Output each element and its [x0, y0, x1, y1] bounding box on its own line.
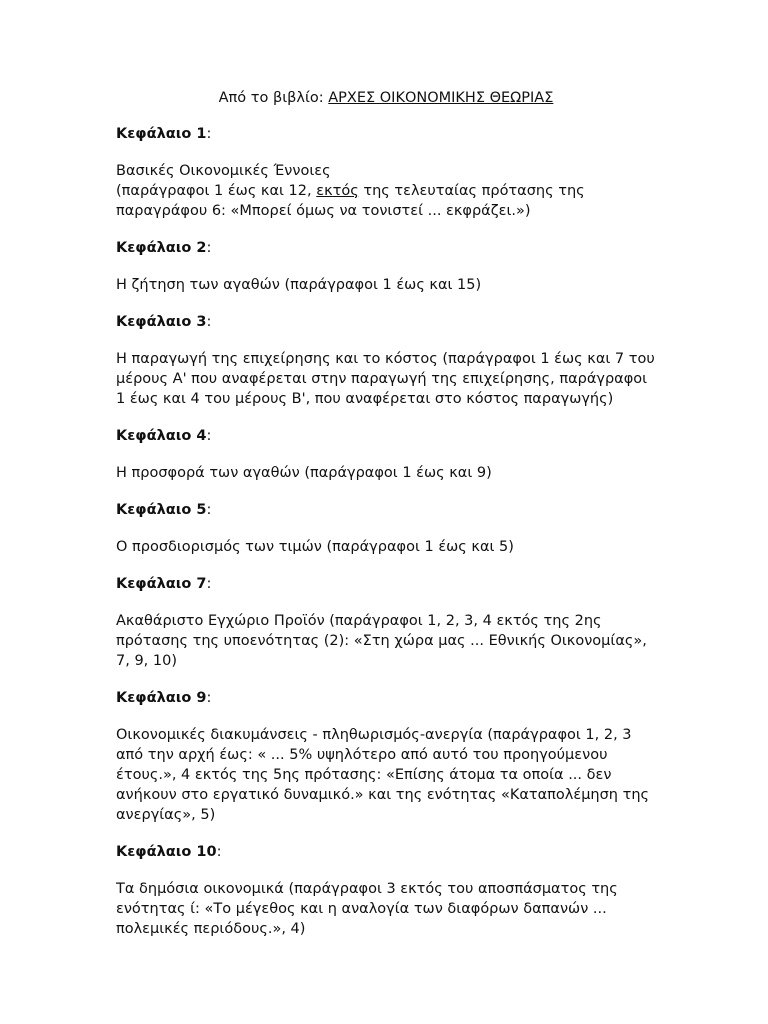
chapter-body: [116, 161, 656, 221]
chapter-heading: [116, 500, 656, 520]
chapter-label: Κεφάλαιο 2: [116, 240, 207, 256]
chapter-4: [116, 426, 656, 483]
chapter-3: [116, 312, 656, 409]
chapter-7: [116, 574, 656, 671]
chapter-body: Η προσφορά των αγαθών (παράγραφοι 1 έως και 9): [116, 465, 492, 481]
chapter-5: [116, 500, 656, 557]
title-book-name: ΑΡΧΕΣ ΟΙΚΟΝΟΜΙΚΗΣ ΘΕΩΡΙΑΣ: [328, 90, 554, 106]
chapter-body: Οικονομικές διακυμάνσεις - πληθωρισμός-ανεργία (παράγραφοι 1, 2, 3 από την αρχή έως: « ... 5% υψηλότερο από αυτό του προηγούμενου έτους.», 4 εκτός της 5ης πρότασης: «Επίσης άτομα τα οποία ... δεν ανήκουν στο εργατικό δυναμικό.» και της ενότητας «Καταπολέμηση της ανεργίας», 5): [116, 727, 650, 823]
chapter-label: Κεφάλαιο 5: [116, 502, 207, 518]
chapter-colon: :: [206, 576, 212, 592]
chapter-colon: :: [216, 844, 222, 860]
chapter-body: Η παραγωγή της επιχείρησης και το κόστος (παράγραφοι 1 έως και 7 του μέρους Α' που αναφέρεται στην παραγωγή της επιχείρησης, παράγραφοι 1 έως και 4 του μέρους Β', που αναφέρεται στο κόστος παραγωγής): [116, 351, 655, 407]
title-prefix: Από το βιβλίο:: [218, 90, 329, 106]
chapter-heading: [116, 238, 656, 258]
chapter-topic: Βασικές Οικονομικές Έννοιες: [116, 163, 331, 179]
chapter-10: [116, 842, 656, 939]
chapter-2: [116, 238, 656, 295]
document-title: [116, 88, 656, 108]
chapter-colon: :: [206, 502, 212, 518]
chapter-9: [116, 688, 656, 825]
chapter-label: Κεφάλαιο 9: [116, 690, 207, 706]
chapter-heading: [116, 426, 656, 446]
chapter-body: Τα δημόσια οικονομικά (παράγραφοι 3 εκτός του αποσπάσματος της ενότητας ί: «Το μέγεθος και η αναλογία των διαφόρων δαπανών ... πολεμικές περιόδους.», 4): [116, 881, 618, 937]
chapter-body: Ακαθάριστο Εγχώριο Προϊόν (παράγραφοι 1, 2, 3, 4 εκτός της 2ης πρότασης της υποενότητας (2): «Στη χώρα μας ... Εθνικής Οικονομίας», 7, 9, 10): [116, 613, 647, 669]
chapter-scope-underlined: εκτός: [316, 183, 359, 199]
chapter-colon: :: [206, 240, 212, 256]
chapter-heading: [116, 312, 656, 332]
chapter-label: Κεφάλαιο 4: [116, 428, 207, 444]
chapter-colon: :: [206, 126, 212, 142]
chapter-scope-post: της τελευταίας πρότασης της παραγράφου 6: «Μπορεί όμως να τονιστεί ... εκφράζει.»): [116, 183, 585, 219]
chapter-body: Η ζήτηση των αγαθών (παράγραφοι 1 έως και 15): [116, 277, 482, 293]
chapter-label: Κεφάλαιο 1: [116, 126, 207, 142]
chapter-colon: :: [206, 428, 212, 444]
chapter-heading: [116, 574, 656, 594]
chapter-colon: :: [206, 690, 212, 706]
chapter-heading: [116, 688, 656, 708]
chapter-heading: [116, 124, 656, 144]
chapter-heading: [116, 842, 656, 862]
document-page: [116, 88, 656, 956]
chapter-label: Κεφάλαιο 3: [116, 314, 207, 330]
chapter-label: Κεφάλαιο 7: [116, 576, 207, 592]
chapter-label: Κεφάλαιο 10: [116, 844, 217, 860]
chapter-body: Ο προσδιορισμός των τιμών (παράγραφοι 1 έως και 5): [116, 539, 514, 555]
chapter-colon: :: [206, 314, 212, 330]
chapter-scope-pre: (παράγραφοι 1 έως και 12,: [116, 183, 317, 199]
chapter-1: [116, 124, 656, 221]
